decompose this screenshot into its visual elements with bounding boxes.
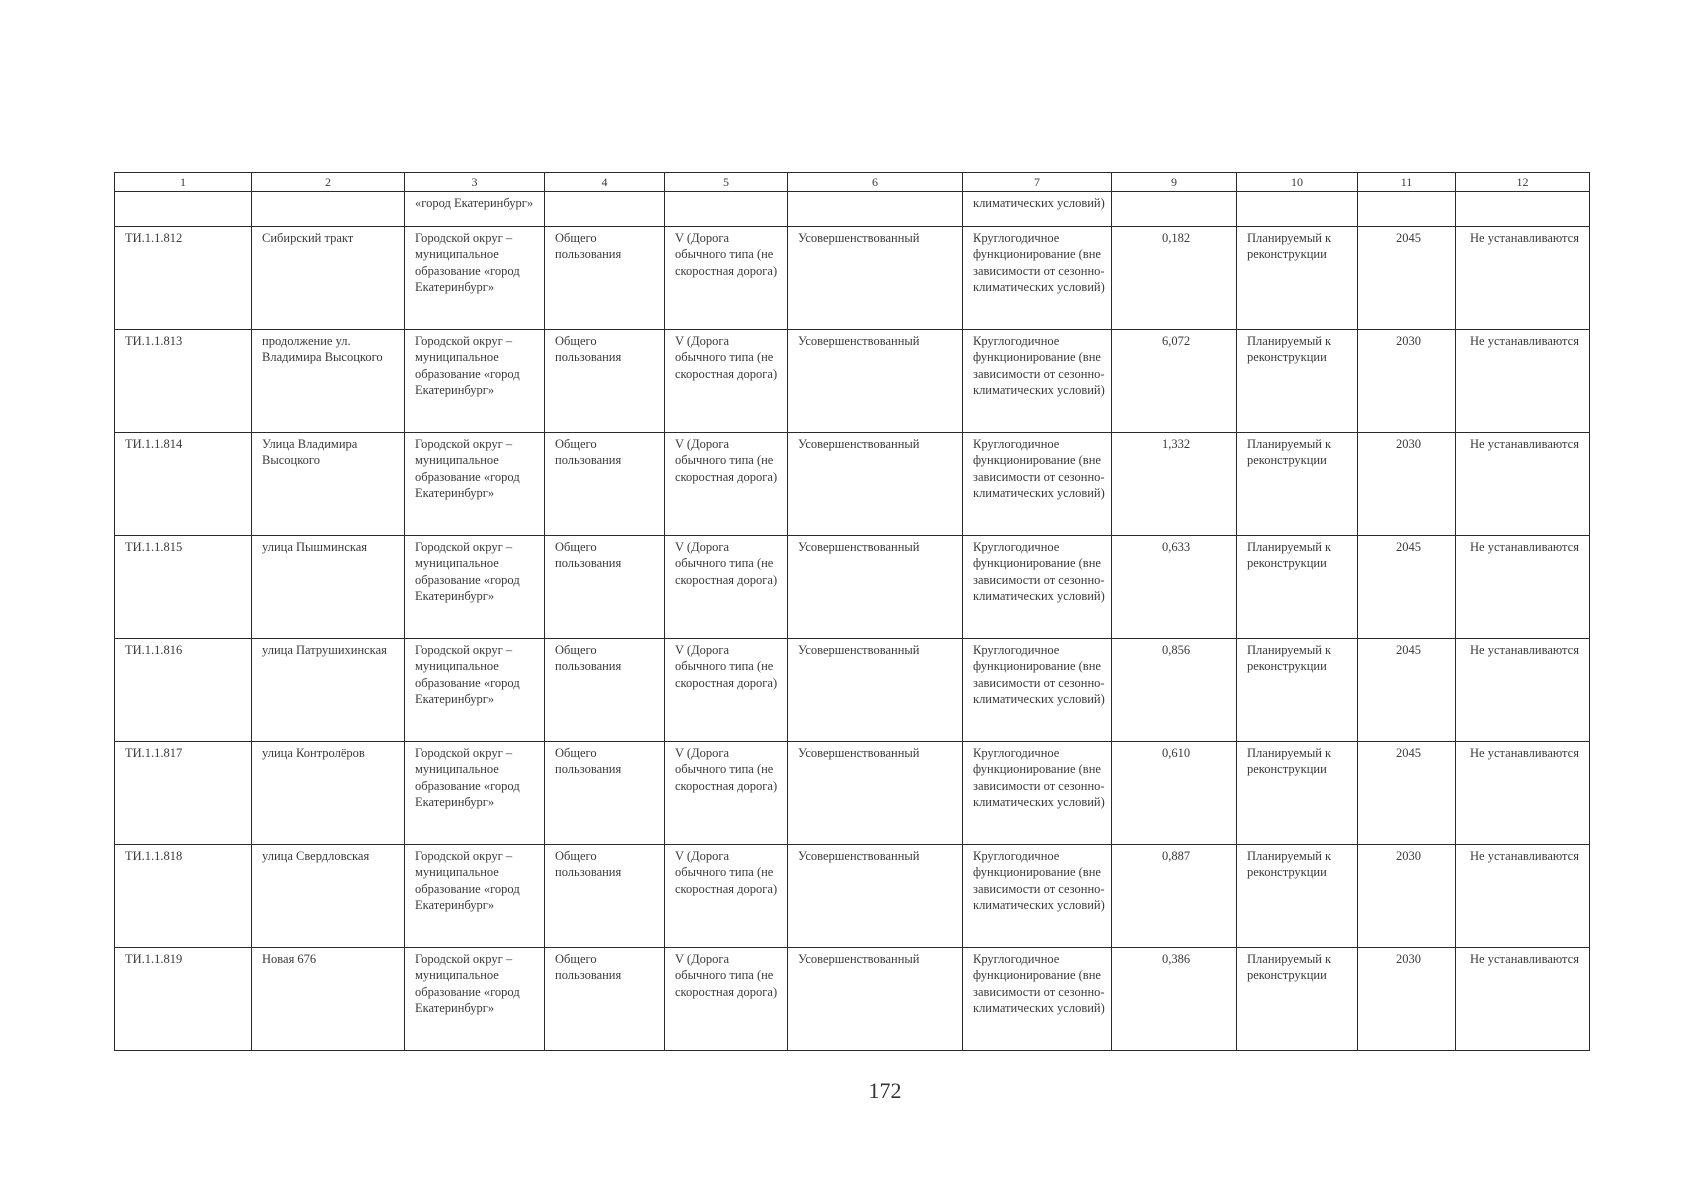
table-cell: ТИ.1.1.819 <box>115 948 252 1051</box>
table-cell: Не устанавливаются <box>1456 433 1590 536</box>
table-cell: Планируемый к реконструкции <box>1237 948 1358 1051</box>
table-cell: Общего пользования <box>545 948 665 1051</box>
table-cell: Не устанавливаются <box>1456 948 1590 1051</box>
table-cell: 1,332 <box>1112 433 1237 536</box>
table-cell: Общего пользования <box>545 845 665 948</box>
table-cell: Планируемый к реконструкции <box>1237 330 1358 433</box>
table-cell: Городской округ – муниципальное образование «город Екатеринбург» <box>405 227 545 330</box>
table-cell: Усовершенствованный <box>788 845 963 948</box>
table-cell <box>788 192 963 227</box>
table-cell: ТИ.1.1.813 <box>115 330 252 433</box>
table-row <box>115 845 1590 948</box>
table-cell: улица Свердловская <box>252 845 405 948</box>
table-cell: Общего пользования <box>545 433 665 536</box>
table-cell <box>1358 192 1456 227</box>
table-cell: Городской округ – муниципальное образование «город Екатеринбург» <box>405 845 545 948</box>
table-cell: Не устанавливаются <box>1456 639 1590 742</box>
table-cell: Планируемый к реконструкции <box>1237 536 1358 639</box>
table-row <box>115 536 1590 639</box>
table-cell: 2045 <box>1358 536 1456 639</box>
table-row <box>115 330 1590 433</box>
table-cell <box>545 192 665 227</box>
table-cell: Усовершенствованный <box>788 330 963 433</box>
table-cell: 2030 <box>1358 330 1456 433</box>
table-cell: «город Екатеринбург» <box>405 192 545 227</box>
column-header: 11 <box>1358 173 1456 192</box>
column-header: 1 <box>115 173 252 192</box>
column-header: 3 <box>405 173 545 192</box>
table-cell: Планируемый к реконструкции <box>1237 227 1358 330</box>
table-cell: Усовершенствованный <box>788 948 963 1051</box>
table-cell: V (Дорога обычного типа (не скоростная дорога) <box>665 845 788 948</box>
table-cell: ТИ.1.1.818 <box>115 845 252 948</box>
table-cell: 0,887 <box>1112 845 1237 948</box>
table-cell: Круглогодичное функционирование (вне зависимости от сезонно-климатических условий) <box>963 433 1112 536</box>
table-cell: Общего пользования <box>545 639 665 742</box>
table-cell: Не устанавливаются <box>1456 227 1590 330</box>
table-cell: V (Дорога обычного типа (не скоростная дорога) <box>665 536 788 639</box>
table-cell: Круглогодичное функционирование (вне зависимости от сезонно-климатических условий) <box>963 227 1112 330</box>
table-cell: Общего пользования <box>545 742 665 845</box>
table-cell: продолжение ул. Владимира Высоцкого <box>252 330 405 433</box>
table-row <box>115 948 1590 1051</box>
header-row <box>115 173 1590 192</box>
table-cell: улица Пышминская <box>252 536 405 639</box>
table-cell: 0,386 <box>1112 948 1237 1051</box>
table-cell: Планируемый к реконструкции <box>1237 433 1358 536</box>
table-row <box>115 639 1590 742</box>
column-header: 10 <box>1237 173 1358 192</box>
table-cell: Круглогодичное функционирование (вне зависимости от сезонно-климатических условий) <box>963 845 1112 948</box>
table-cell <box>115 192 252 227</box>
column-header: 7 <box>963 173 1112 192</box>
column-header: 4 <box>545 173 665 192</box>
table-cell: ТИ.1.1.816 <box>115 639 252 742</box>
table-cell: 0,856 <box>1112 639 1237 742</box>
column-header: 9 <box>1112 173 1237 192</box>
table-cell: V (Дорога обычного типа (не скоростная дорога) <box>665 742 788 845</box>
table-cell: Круглогодичное функционирование (вне зависимости от сезонно-климатических условий) <box>963 639 1112 742</box>
table-cell: Сибирский тракт <box>252 227 405 330</box>
table-cell: Не устанавливаются <box>1456 742 1590 845</box>
table-cell: Улица Владимира Высоцкого <box>252 433 405 536</box>
table-cell: Городской округ – муниципальное образование «город Екатеринбург» <box>405 330 545 433</box>
table-cell: V (Дорога обычного типа (не скоростная дорога) <box>665 433 788 536</box>
table-cell: 0,633 <box>1112 536 1237 639</box>
table-cell: Усовершенствованный <box>788 639 963 742</box>
table-cell: Усовершенствованный <box>788 227 963 330</box>
table-cell: 2030 <box>1358 845 1456 948</box>
road-registry-table <box>114 172 1590 1051</box>
table-cell: Круглогодичное функционирование (вне зависимости от сезонно-климатических условий) <box>963 330 1112 433</box>
table-cell: Общего пользования <box>545 330 665 433</box>
table-row <box>115 742 1590 845</box>
table-cell: ТИ.1.1.815 <box>115 536 252 639</box>
table-cell <box>1112 192 1237 227</box>
table-cell: V (Дорога обычного типа (не скоростная дорога) <box>665 227 788 330</box>
table-cell <box>1456 192 1590 227</box>
table-cell: Городской округ – муниципальное образование «город Екатеринбург» <box>405 948 545 1051</box>
table-cell: Усовершенствованный <box>788 742 963 845</box>
table-cell: климатических условий) <box>963 192 1112 227</box>
table-cell: 2045 <box>1358 742 1456 845</box>
table-cell: Планируемый к реконструкции <box>1237 845 1358 948</box>
table-cell: 0,182 <box>1112 227 1237 330</box>
table-cell: V (Дорога обычного типа (не скоростная дорога) <box>665 639 788 742</box>
table-row <box>115 227 1590 330</box>
table-cell: 6,072 <box>1112 330 1237 433</box>
table-cell: ТИ.1.1.812 <box>115 227 252 330</box>
column-header: 2 <box>252 173 405 192</box>
table-cell: Планируемый к реконструкции <box>1237 742 1358 845</box>
table-cell: 2045 <box>1358 639 1456 742</box>
page-number: 172 <box>868 1078 902 1103</box>
table-cell: Планируемый к реконструкции <box>1237 639 1358 742</box>
table-cell: Городской округ – муниципальное образование «город Екатеринбург» <box>405 742 545 845</box>
table-cell: улица Патрушихинская <box>252 639 405 742</box>
table-cell: Не устанавливаются <box>1456 330 1590 433</box>
table-cell: улица Контролёров <box>252 742 405 845</box>
table-cell: Круглогодичное функционирование (вне зависимости от сезонно-климатических условий) <box>963 948 1112 1051</box>
table-cell <box>1237 192 1358 227</box>
table-cell <box>252 192 405 227</box>
table-cell: Городской округ – муниципальное образование «город Екатеринбург» <box>405 536 545 639</box>
table-cell: Усовершенствованный <box>788 433 963 536</box>
continuation-row <box>115 192 1590 227</box>
table-cell: Усовершенствованный <box>788 536 963 639</box>
table-cell: Городской округ – муниципальное образование «город Екатеринбург» <box>405 639 545 742</box>
table-cell: V (Дорога обычного типа (не скоростная дорога) <box>665 948 788 1051</box>
table-cell: Не устанавливаются <box>1456 536 1590 639</box>
table-cell: Круглогодичное функционирование (вне зависимости от сезонно-климатических условий) <box>963 742 1112 845</box>
column-header: 5 <box>665 173 788 192</box>
table-cell: Не устанавливаются <box>1456 845 1590 948</box>
table-cell: V (Дорога обычного типа (не скоростная дорога) <box>665 330 788 433</box>
column-header: 12 <box>1456 173 1590 192</box>
table-cell <box>665 192 788 227</box>
table-cell: Новая 676 <box>252 948 405 1051</box>
table-cell: Городской округ – муниципальное образование «город Екатеринбург» <box>405 433 545 536</box>
column-header: 6 <box>788 173 963 192</box>
table-cell: Круглогодичное функционирование (вне зависимости от сезонно-климатических условий) <box>963 536 1112 639</box>
table-cell: 2030 <box>1358 433 1456 536</box>
table-cell: ТИ.1.1.817 <box>115 742 252 845</box>
table-cell: 2045 <box>1358 227 1456 330</box>
table-cell: ТИ.1.1.814 <box>115 433 252 536</box>
table-cell: 0,610 <box>1112 742 1237 845</box>
table-cell: Общего пользования <box>545 536 665 639</box>
table-cell: 2030 <box>1358 948 1456 1051</box>
table-cell: Общего пользования <box>545 227 665 330</box>
table-row <box>115 433 1590 536</box>
